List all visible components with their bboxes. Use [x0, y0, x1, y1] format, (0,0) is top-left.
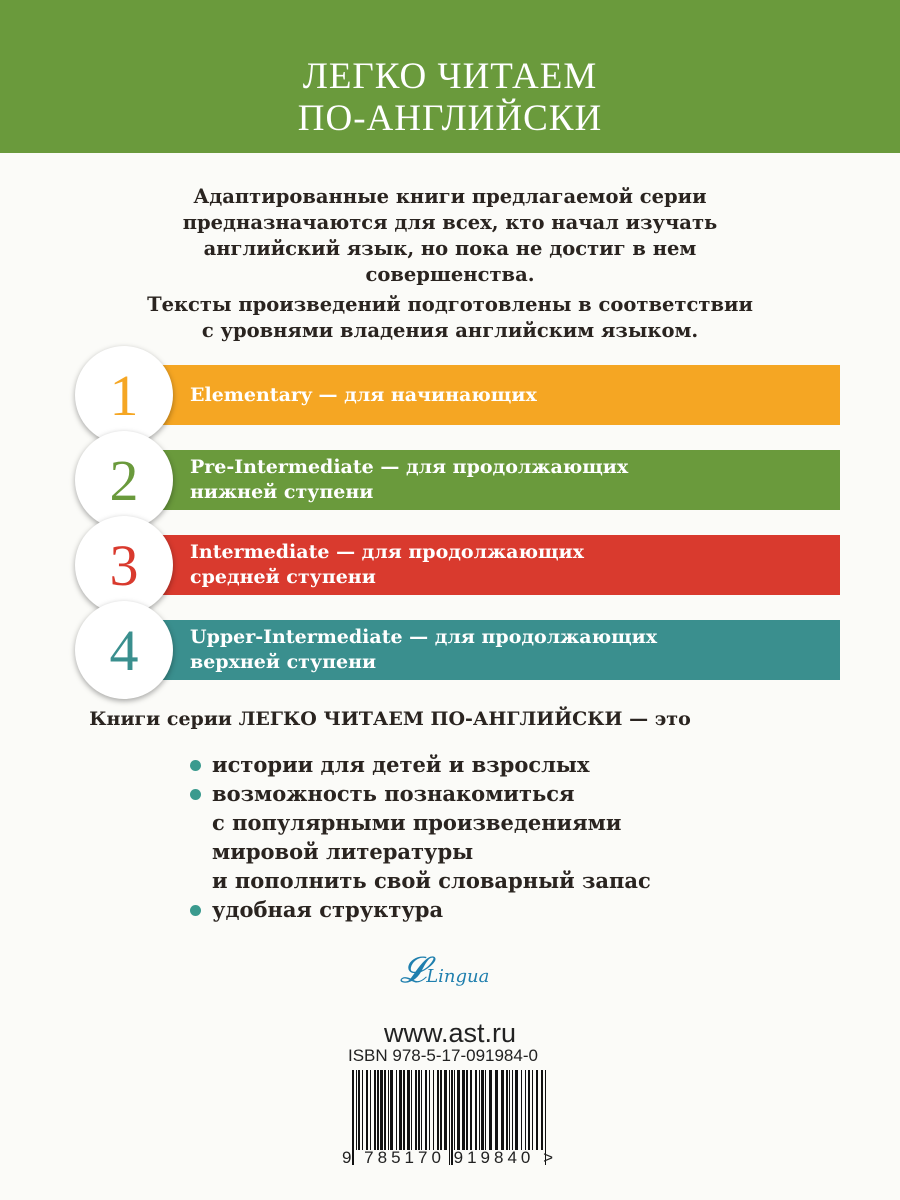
- barcode-bar: [444, 1070, 447, 1150]
- barcode-bar: [362, 1070, 363, 1150]
- barcode-bar: [411, 1070, 412, 1150]
- bullet-text: с популярными произведениями: [212, 810, 622, 835]
- barcode-bar: [457, 1070, 460, 1150]
- level-subtitle: средней ступени: [190, 566, 376, 588]
- level-title: Intermediate — для продолжающих: [190, 541, 584, 563]
- bullet-text: и пополнить свой словарный запас: [212, 868, 651, 893]
- level-number-badge: 4: [75, 601, 173, 699]
- barcode-bar: [512, 1070, 513, 1150]
- barcode-bar: [425, 1070, 427, 1150]
- barcode-bar: [454, 1070, 455, 1150]
- level-subtitle: верхней ступени: [190, 651, 377, 673]
- level-number-badge: 2: [75, 431, 173, 529]
- level-title: Pre-Intermediate — для продолжающих: [190, 456, 629, 478]
- barcode-bar: [418, 1070, 420, 1150]
- barcode-bar: [377, 1070, 379, 1150]
- barcode-bar: [541, 1070, 543, 1150]
- bullet-text: возможность познакомиться: [212, 781, 575, 806]
- barcode-bar: [440, 1070, 442, 1150]
- intro-line: английский язык, но пока не достиг в нем: [203, 237, 697, 260]
- series-line: Книги серии ЛЕГКО ЧИТАЕМ ПО-АНГЛИЙСКИ — это: [89, 708, 691, 730]
- barcode-bar: [462, 1070, 465, 1150]
- bullet-dot-icon: [190, 760, 201, 771]
- barcode-bar: [536, 1070, 538, 1150]
- barcode-bar: [470, 1070, 472, 1150]
- barcode-bar: [479, 1070, 480, 1150]
- barcode-bar: [495, 1070, 498, 1150]
- barcode-bar: [407, 1070, 410, 1150]
- intro-paragraph: [0, 184, 900, 288]
- barcode-bar: [403, 1070, 405, 1150]
- level-bar-4: [130, 620, 840, 680]
- bullet-dot-icon: [190, 905, 201, 916]
- barcode-bar: [437, 1070, 439, 1150]
- barcode-bar: [485, 1070, 486, 1150]
- intro2-line: Тексты произведений подготовлены в соответствии: [147, 293, 753, 316]
- bullet-item: [212, 779, 651, 895]
- level-subtitle: нижней ступени: [190, 481, 374, 503]
- bullet-item: [212, 750, 590, 779]
- series-title-line2: ПО-АНГЛИЙСКИ: [297, 98, 603, 139]
- barcode-bar: [481, 1070, 484, 1150]
- level-bar-1: [130, 365, 840, 425]
- intro-line: Адаптированные книги предлагаемой серии: [193, 185, 707, 208]
- barcode-bar: [396, 1070, 397, 1150]
- series-title-line1: ЛЕГКО ЧИТАЕМ: [302, 56, 598, 97]
- level-title: Upper-Intermediate — для продолжающих: [190, 626, 658, 648]
- barcode-bar: [356, 1070, 357, 1150]
- level-title: Elementary — для начинающих: [190, 383, 537, 406]
- barcode-bar: [358, 1070, 360, 1150]
- barcode-bar: [380, 1070, 383, 1150]
- barcode-bar: [366, 1070, 368, 1150]
- barcode-bar: [501, 1070, 504, 1150]
- bullet-text: удобная структура: [212, 897, 444, 922]
- barcode-bar: [489, 1070, 492, 1150]
- isbn: ISBN 978-5-17-091984-0: [348, 1046, 538, 1065]
- levels-paragraph: [0, 292, 900, 344]
- barcode-bar: [506, 1070, 508, 1150]
- barcode-bar: [370, 1070, 371, 1150]
- barcode-bar: [429, 1070, 430, 1150]
- barcode-bar: [390, 1070, 393, 1150]
- barcode-bar: [433, 1070, 434, 1150]
- barcode-bar: [525, 1070, 526, 1150]
- bullet-dot-icon: [190, 789, 201, 800]
- bullet-text: мировой литературы: [212, 839, 474, 864]
- barcode-bar: [415, 1070, 417, 1150]
- barcode-bar: [528, 1070, 530, 1150]
- barcode-bar: [399, 1070, 402, 1150]
- barcode-bar: [515, 1070, 518, 1150]
- barcode-bar: [466, 1070, 468, 1150]
- barcode-bar: [388, 1070, 389, 1150]
- barcode-bar: [475, 1070, 477, 1150]
- intro-line: предназначаются для всех, кто начал изучать: [182, 211, 718, 234]
- barcode-number: 9 785170 919840 >: [342, 1148, 558, 1167]
- barcode-bar: [421, 1070, 422, 1150]
- intro2-line: с уровнями владения английским языком.: [201, 319, 699, 342]
- barcode-bar: [521, 1070, 522, 1150]
- bullet-text: истории для детей и взрослых: [212, 752, 590, 777]
- level-bar-3: [130, 535, 840, 595]
- level-number-badge: 1: [75, 346, 173, 444]
- level-bar-2: [130, 450, 840, 510]
- intro-line: совершенства.: [365, 263, 535, 286]
- barcode-bar: [509, 1070, 510, 1150]
- lingua-logo: 𝓛Lingua: [400, 950, 490, 991]
- barcode-bar: [384, 1070, 386, 1150]
- barcode-bar: [532, 1070, 533, 1150]
- bullet-item: [212, 895, 443, 924]
- website-url: www.ast.ru: [383, 1018, 517, 1048]
- level-number-badge: 3: [75, 516, 173, 614]
- barcode-bar: [374, 1070, 376, 1150]
